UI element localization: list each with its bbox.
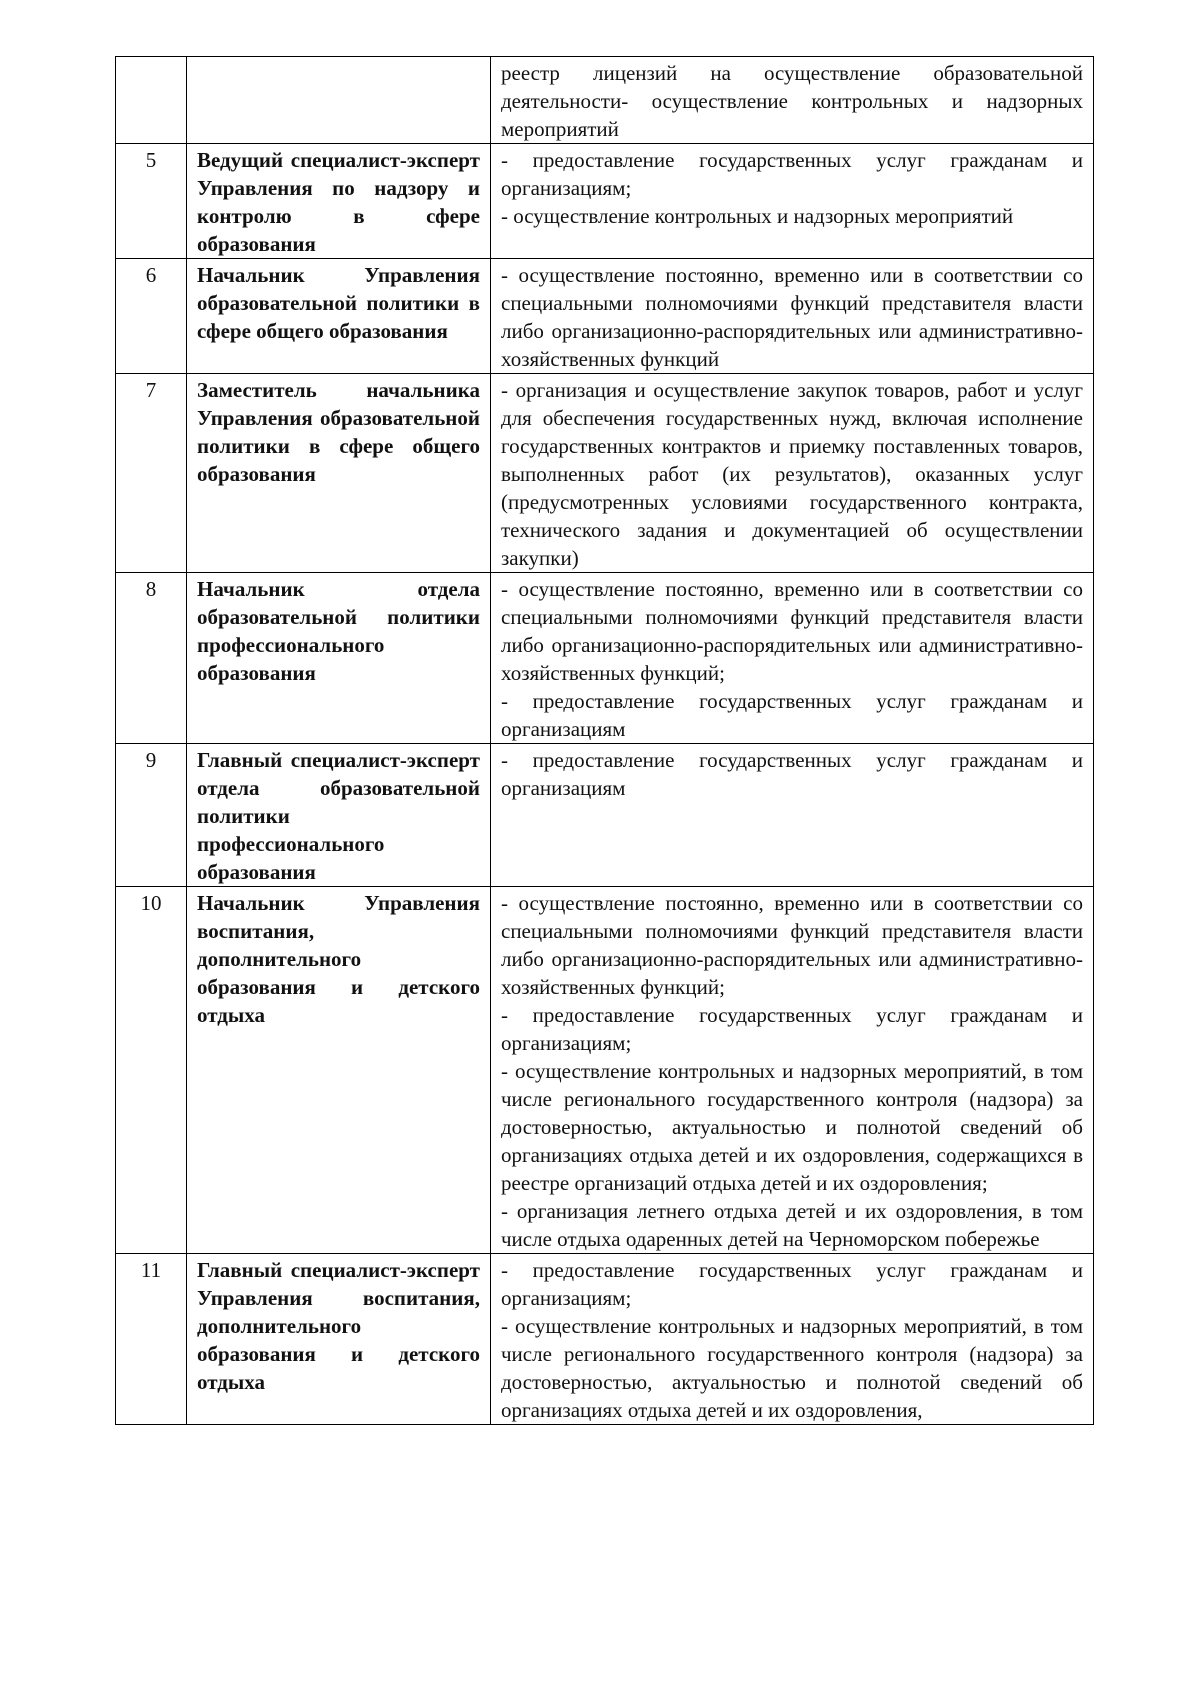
table-row (116, 744, 1094, 887)
row-number-cell (116, 573, 187, 744)
row-number-cell (116, 144, 187, 259)
table-row (116, 374, 1094, 573)
duty-line: реестр лицензий на осуществление образовательной деятельности- осуществление контрольных и надзорных мероприятий (501, 61, 1083, 141)
duty-line: - предоставление государственных услуг гражданам и организациям (501, 748, 1083, 800)
duty-line: - осуществление контрольных и надзорных мероприятий (501, 204, 1014, 228)
position-cell (187, 259, 491, 374)
row-number-cell (116, 374, 187, 573)
position-title: Начальник отдела образовательной политики профессионального образования (197, 577, 480, 685)
position-title: Начальник Управления воспитания, дополнительного образования и детского отдыха (197, 891, 480, 1027)
position-title: Заместитель начальника Управления образовательной политики в сфере общего образования (197, 378, 480, 486)
row-number: 5 (145, 148, 157, 172)
table-row (116, 887, 1094, 1254)
row-number: 11 (140, 1258, 162, 1282)
duty-line: - осуществление контрольных и надзорных мероприятий, в том числе регионального государственного контроля (надзора) за достоверностью, актуальностью и полнотой сведений об организациях отдыха детей и их оздоровления, содержащихся в реестре организаций отдыха детей и их оздоровления; (501, 1059, 1083, 1195)
table-row (116, 259, 1094, 374)
row-number-cell (116, 887, 187, 1254)
duty-line: - осуществление постоянно, временно или в соответствии со специальными полномочиями функций представителя власти либо организационно-распорядительных или административно-хозяйственных функций; (501, 577, 1083, 685)
position-title: Главный специалист-эксперт Управления воспитания, дополнительного образования и детского отдыха (197, 1258, 480, 1394)
duty-line: - осуществление постоянно, временно или в соответствии со специальными полномочиями функций представителя власти либо организационно-распорядительных или административно-хозяйственных функций (501, 263, 1083, 371)
row-number-cell (116, 1254, 187, 1425)
position-cell (187, 744, 491, 887)
duties-cell (491, 144, 1094, 259)
position-cell (187, 374, 491, 573)
duty-line: - организация летнего отдыха детей и их оздоровления, в том числе отдыха одаренных детей на Черноморском побережье (501, 1199, 1083, 1251)
position-cell (187, 573, 491, 744)
positions-table (115, 56, 1094, 1425)
row-number: 6 (145, 263, 157, 287)
table-row (116, 573, 1094, 744)
row-number-cell (116, 259, 187, 374)
position-cell (187, 144, 491, 259)
duty-line: - предоставление государственных услуг гражданам и организациям; (501, 148, 1083, 200)
position-title: Ведущий специалист-эксперт Управления по надзору и контролю в сфере образования (197, 148, 480, 256)
table-row (116, 144, 1094, 259)
duties-cell (491, 573, 1094, 744)
row-number: 8 (145, 577, 157, 601)
position-title: Главный специалист-эксперт отдела образовательной политики профессионального образования (197, 748, 480, 884)
table-row (116, 57, 1094, 144)
position-cell (187, 887, 491, 1254)
duties-cell (491, 1254, 1094, 1425)
duties-cell (491, 259, 1094, 374)
row-number-cell (116, 57, 187, 144)
duties-cell (491, 887, 1094, 1254)
duties-cell (491, 374, 1094, 573)
duty-line: - предоставление государственных услуг гражданам и организациям (501, 689, 1083, 741)
duties-cell (491, 57, 1094, 144)
positions-table-body (116, 57, 1094, 1425)
row-number: 10 (140, 891, 162, 915)
duties-cell (491, 744, 1094, 887)
position-cell (187, 1254, 491, 1425)
duty-line: - осуществление постоянно, временно или в соответствии со специальными полномочиями функций представителя власти либо организационно-распорядительных или административно-хозяйственных функций; (501, 891, 1083, 999)
document-page (115, 56, 1093, 1425)
table-row (116, 1254, 1094, 1425)
row-number: 9 (145, 748, 157, 772)
row-number-cell (116, 744, 187, 887)
duty-line: - предоставление государственных услуг гражданам и организациям; (501, 1003, 1083, 1055)
duty-line: - осуществление контрольных и надзорных мероприятий, в том числе регионального государственного контроля (надзора) за достоверностью, актуальностью и полнотой сведений об организациях отдыха детей и их оздоровления, (501, 1314, 1083, 1422)
position-cell (187, 57, 491, 144)
row-number: 7 (145, 378, 157, 402)
duty-line: - организация и осуществление закупок товаров, работ и услуг для обеспечения государственных нужд, включая исполнение государственных контрактов и приемку поставленных товаров, выполненных работ (их результатов), оказанных услуг (предусмотренных условиями государственного контракта, технического задания и документацией об осуществлении закупки) (501, 378, 1083, 570)
duty-line: - предоставление государственных услуг гражданам и организациям; (501, 1258, 1083, 1310)
position-title: Начальник Управления образовательной политики в сфере общего образования (197, 263, 480, 343)
